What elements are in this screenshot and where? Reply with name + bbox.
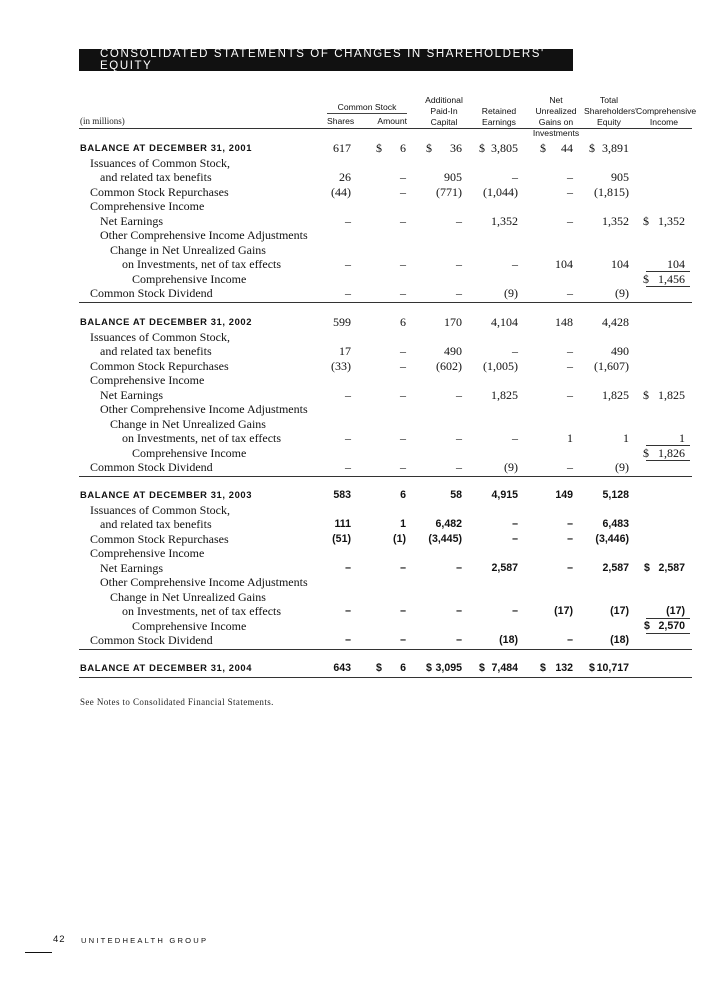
- row-label: BALANCE AT DECEMBER 31, 2001: [80, 142, 253, 153]
- cell-total-equity: 104: [611, 257, 629, 271]
- row-label: BALANCE AT DECEMBER 31, 2002: [80, 316, 253, 327]
- row-label: Issuances of Common Stock,: [90, 155, 230, 170]
- table-row: [0, 604, 728, 618]
- header-amount: Amount: [377, 116, 407, 126]
- header-rule: [79, 128, 692, 129]
- cell-total-equity: (1,815): [594, 184, 629, 199]
- header-retained-line2: Earnings: [482, 117, 516, 127]
- section-rule: [79, 302, 692, 303]
- cell-unrealized: 1: [567, 431, 573, 445]
- cell-unrealized: 148: [555, 315, 573, 329]
- cell-total-equity: 1,352: [602, 213, 629, 228]
- cell-total-equity: 5,128: [602, 489, 629, 501]
- currency-symbol: $: [376, 662, 382, 674]
- row-label: Comprehensive Income: [90, 546, 205, 560]
- row-label: Comprehensive Income: [132, 445, 247, 460]
- cell-comprehensive: 1: [679, 431, 685, 445]
- cell-amount: 6: [400, 489, 406, 501]
- final-rule: [79, 677, 692, 678]
- header-retained: [477, 106, 521, 128]
- table-row: [0, 431, 728, 445]
- table-row: [0, 199, 728, 213]
- cell-shares: 583: [333, 489, 351, 501]
- row-label: BALANCE AT DECEMBER 31, 2003: [80, 489, 253, 500]
- currency-symbol: $: [644, 561, 650, 574]
- cell-retained: –: [512, 518, 518, 530]
- cell-shares: –: [345, 605, 351, 617]
- cell-shares: –: [345, 431, 351, 445]
- currency-symbol: $: [426, 141, 432, 155]
- header-comp-line1: Comprehensive: [636, 106, 697, 116]
- currency-symbol: $: [540, 141, 546, 155]
- cell-amount: –: [400, 213, 406, 228]
- header-common-stock: Common Stock: [337, 102, 397, 112]
- footnote: See Notes to Consolidated Financial Statements.: [80, 697, 274, 707]
- row-label: Other Comprehensive Income Adjustments: [100, 228, 308, 242]
- header-total-line1: Total: [599, 95, 619, 105]
- cell-retained: (9): [504, 286, 518, 300]
- table-row: [0, 156, 728, 170]
- cell-shares: (33): [331, 358, 351, 373]
- row-label: Issuances of Common Stock,: [90, 329, 230, 344]
- cell-apic: 490: [444, 344, 462, 358]
- cell-apic: –: [456, 213, 462, 228]
- row-label: Common Stock Repurchases: [90, 531, 229, 546]
- cell-total-equity: 905: [611, 170, 629, 184]
- table-row: [0, 373, 728, 387]
- cell-total-equity: 4,428: [602, 315, 629, 329]
- cell-amount: 1: [400, 518, 406, 530]
- cell-unrealized: –: [567, 344, 573, 358]
- cell-apic: (771): [436, 184, 462, 199]
- cell-comprehensive: 2,587: [658, 561, 685, 574]
- table-row: [0, 228, 728, 242]
- cell-retained: (1,044): [483, 184, 518, 199]
- cell-shares: 111: [334, 518, 351, 530]
- cell-unrealized: –: [567, 532, 573, 545]
- cell-comprehensive: 1,826: [658, 445, 685, 460]
- cell-total-equity: 490: [611, 344, 629, 358]
- currency-symbol: $: [589, 662, 595, 674]
- cell-amount: –: [400, 460, 406, 474]
- cell-total-equity: (1,607): [594, 358, 629, 373]
- table-row: [0, 633, 728, 647]
- row-label: Change in Net Unrealized Gains: [110, 416, 266, 431]
- currency-symbol: $: [643, 445, 649, 460]
- cell-amount: (1): [393, 532, 406, 545]
- header-apic-line3: Capital: [430, 117, 458, 127]
- row-label: Common Stock Repurchases: [90, 184, 229, 199]
- header-unrealized-line3: Investments: [532, 128, 580, 138]
- row-label: Comprehensive Income: [90, 373, 205, 387]
- cell-retained: –: [512, 431, 518, 445]
- page-number: 42: [53, 934, 66, 945]
- cell-comprehensive: 104: [667, 257, 685, 271]
- table-row: [0, 532, 728, 546]
- row-label: Common Stock Dividend: [90, 633, 213, 647]
- row-label: Change in Net Unrealized Gains: [110, 242, 266, 257]
- cell-amount: 6: [400, 315, 406, 329]
- row-label: Issuances of Common Stock,: [90, 502, 230, 517]
- page-number-rule: [25, 952, 52, 953]
- cell-retained: (9): [504, 460, 518, 474]
- row-label: Comprehensive Income: [132, 271, 247, 286]
- cell-unrealized: 149: [555, 489, 573, 501]
- table-row: [0, 359, 728, 373]
- row-label: and related tax benefits: [100, 170, 212, 184]
- cell-apic: 36: [450, 141, 462, 155]
- table-row: [0, 214, 728, 228]
- cell-apic: –: [456, 286, 462, 300]
- table-row: [0, 503, 728, 517]
- currency-symbol: $: [479, 662, 485, 674]
- cell-apic: 6,482: [435, 518, 462, 530]
- cell-amount: –: [400, 170, 406, 184]
- table-row: [0, 517, 728, 531]
- cell-comprehensive: 2,570: [658, 619, 685, 632]
- row-label: Other Comprehensive Income Adjustments: [100, 575, 308, 589]
- cell-total-equity: (9): [615, 286, 629, 300]
- row-label: Comprehensive Income: [132, 618, 247, 633]
- cell-shares: 26: [339, 170, 351, 184]
- cell-apic: 58: [450, 489, 462, 501]
- cell-unrealized: –: [567, 634, 573, 646]
- cell-unrealized: –: [567, 460, 573, 474]
- cell-unrealized: –: [567, 518, 573, 530]
- cell-apic: –: [456, 605, 462, 617]
- row-label: Comprehensive Income: [90, 199, 205, 213]
- currency-symbol: $: [644, 619, 650, 632]
- cell-amount: –: [400, 184, 406, 199]
- table-row: [0, 561, 728, 575]
- cell-shares: 643: [333, 662, 351, 674]
- cell-retained: 4,104: [491, 315, 518, 329]
- cell-unrealized: 44: [561, 141, 573, 155]
- header-shares: Shares: [327, 116, 355, 126]
- cell-total-equity: 3,891: [602, 141, 629, 155]
- cell-amount: –: [400, 344, 406, 358]
- row-label: Net Earnings: [100, 560, 163, 575]
- cell-total-equity: (18): [610, 634, 629, 646]
- section-rule: [79, 476, 692, 477]
- cell-retained: –: [512, 257, 518, 271]
- cell-shares: 617: [333, 141, 351, 155]
- cell-total-equity: 10,717: [596, 662, 629, 674]
- cell-comprehensive: 1,825: [658, 387, 685, 402]
- cell-amount: –: [400, 387, 406, 402]
- cell-unrealized: –: [567, 561, 573, 574]
- currency-symbol: $: [376, 141, 382, 155]
- currency-symbol: $: [589, 141, 595, 155]
- currency-symbol: $: [426, 662, 432, 674]
- balance-row: [0, 315, 728, 329]
- cell-amount: 6: [400, 141, 406, 155]
- cell-retained: –: [512, 170, 518, 184]
- cell-total-equity: (17): [610, 605, 629, 617]
- header-apic: [424, 95, 464, 128]
- cell-apic: –: [456, 460, 462, 474]
- header-unrealized: [528, 95, 584, 139]
- cell-apic: (602): [436, 358, 462, 373]
- cell-amount: 6: [400, 662, 406, 674]
- cell-total-equity: 2,587: [602, 561, 629, 574]
- cell-shares: –: [345, 387, 351, 402]
- table-row: [0, 344, 728, 358]
- header-unrealized-line1: Net Unrealized: [535, 95, 577, 116]
- cell-unrealized: 104: [555, 257, 573, 271]
- cell-apic: 905: [444, 170, 462, 184]
- cell-comprehensive: (17): [666, 605, 685, 617]
- cell-unrealized: –: [567, 170, 573, 184]
- header-apic-line1: Additional: [425, 95, 463, 105]
- cell-shares: –: [345, 257, 351, 271]
- cell-retained: 1,825: [491, 387, 518, 402]
- table-row: [0, 575, 728, 589]
- cell-retained: –: [512, 532, 518, 545]
- cell-shares: (51): [332, 532, 351, 545]
- cell-shares: –: [345, 634, 351, 646]
- header-comp-line2: Income: [649, 117, 679, 127]
- table-row: [0, 590, 728, 604]
- cell-amount: –: [400, 286, 406, 300]
- cell-unrealized: –: [567, 213, 573, 228]
- table-row: [0, 257, 728, 271]
- units-label: (in millions): [80, 116, 125, 126]
- table-row: [0, 286, 728, 300]
- common-stock-underline: [327, 113, 407, 114]
- table-row: [0, 402, 728, 416]
- cell-apic: –: [456, 634, 462, 646]
- cell-retained: 7,484: [491, 662, 518, 674]
- header-retained-line1: Retained: [481, 106, 517, 116]
- cell-total-equity: 6,483: [602, 518, 629, 530]
- header-apic-line2: Paid-In: [430, 106, 458, 116]
- currency-symbol: $: [643, 387, 649, 402]
- cell-shares: –: [345, 286, 351, 300]
- row-label: and related tax benefits: [100, 344, 212, 358]
- balance-row: [0, 488, 728, 502]
- header-total-line2: Shareholders': [584, 106, 637, 116]
- row-label: on Investments, net of tax effects: [122, 257, 282, 271]
- row-label: Common Stock Repurchases: [90, 358, 229, 373]
- row-label: on Investments, net of tax effects: [122, 604, 282, 618]
- table-row: [0, 460, 728, 474]
- cell-retained: –: [512, 605, 518, 617]
- company-name: UNITEDHEALTH GROUP: [81, 936, 209, 945]
- table-row: [0, 388, 728, 402]
- table-row: [0, 185, 728, 199]
- cell-retained: 4,915: [491, 489, 518, 501]
- table-row: [0, 243, 728, 257]
- currency-symbol: $: [540, 662, 546, 674]
- cell-retained: 1,352: [491, 213, 518, 228]
- table-row: [0, 272, 728, 286]
- row-label: and related tax benefits: [100, 517, 212, 531]
- row-label: Common Stock Dividend: [90, 286, 213, 300]
- cell-retained: –: [512, 344, 518, 358]
- cell-amount: –: [400, 358, 406, 373]
- cell-total-equity: 1: [623, 431, 629, 445]
- header-total-line3: Equity: [597, 117, 621, 127]
- row-label: Change in Net Unrealized Gains: [110, 589, 266, 604]
- row-label: on Investments, net of tax effects: [122, 431, 282, 445]
- table-row: [0, 546, 728, 560]
- cell-total-equity: (3,446): [595, 532, 629, 545]
- cell-shares: 17: [339, 344, 351, 358]
- cell-apic: 3,095: [435, 662, 462, 674]
- cell-apic: (3,445): [428, 532, 462, 545]
- cell-retained: (1,005): [483, 358, 518, 373]
- table-row: [0, 417, 728, 431]
- cell-unrealized: –: [567, 184, 573, 199]
- row-label: BALANCE AT DECEMBER 31, 2004: [80, 662, 253, 673]
- cell-shares: –: [345, 460, 351, 474]
- currency-symbol: $: [479, 141, 485, 155]
- cell-shares: –: [345, 561, 351, 574]
- cell-unrealized: 132: [555, 662, 573, 674]
- statement-title-banner: [79, 49, 573, 71]
- cell-amount: –: [400, 561, 406, 574]
- cell-amount: –: [400, 257, 406, 271]
- cell-unrealized: (17): [554, 605, 573, 617]
- table-row: [0, 330, 728, 344]
- cell-apic: –: [456, 431, 462, 445]
- header-total-equity: [584, 95, 637, 128]
- statement-title: CONSOLIDATED STATEMENTS OF CHANGES IN SHAREHOLDERS' EQUITY: [100, 48, 545, 72]
- cell-retained: 2,587: [491, 561, 518, 574]
- row-label: Net Earnings: [100, 213, 163, 228]
- cell-comprehensive: 1,352: [658, 213, 685, 228]
- table-row: [0, 446, 728, 460]
- cell-unrealized: –: [567, 286, 573, 300]
- table-row: [0, 170, 728, 184]
- header-unrealized-line2: Gains on: [538, 117, 574, 127]
- currency-symbol: $: [643, 271, 649, 286]
- cell-retained: (18): [499, 634, 518, 646]
- cell-retained: 3,805: [491, 141, 518, 155]
- balance-row: [0, 141, 728, 155]
- cell-shares: 599: [333, 315, 351, 329]
- row-label: Common Stock Dividend: [90, 460, 213, 474]
- cell-apic: 170: [444, 315, 462, 329]
- row-label: Other Comprehensive Income Adjustments: [100, 402, 308, 416]
- row-label: Net Earnings: [100, 387, 163, 402]
- cell-apic: –: [456, 257, 462, 271]
- cell-apic: –: [456, 387, 462, 402]
- currency-symbol: $: [643, 213, 649, 228]
- cell-amount: –: [400, 605, 406, 617]
- cell-total-equity: 1,825: [602, 387, 629, 402]
- cell-shares: –: [345, 213, 351, 228]
- cell-comprehensive: 1,456: [658, 271, 685, 286]
- table-row: [0, 619, 728, 633]
- balance-row: [0, 661, 728, 675]
- cell-amount: –: [400, 431, 406, 445]
- cell-shares: (44): [331, 184, 351, 199]
- header-comprehensive: [636, 106, 697, 128]
- section-rule: [79, 649, 692, 650]
- cell-amount: –: [400, 634, 406, 646]
- cell-total-equity: (9): [615, 460, 629, 474]
- cell-unrealized: –: [567, 387, 573, 402]
- cell-apic: –: [456, 561, 462, 574]
- cell-unrealized: –: [567, 358, 573, 373]
